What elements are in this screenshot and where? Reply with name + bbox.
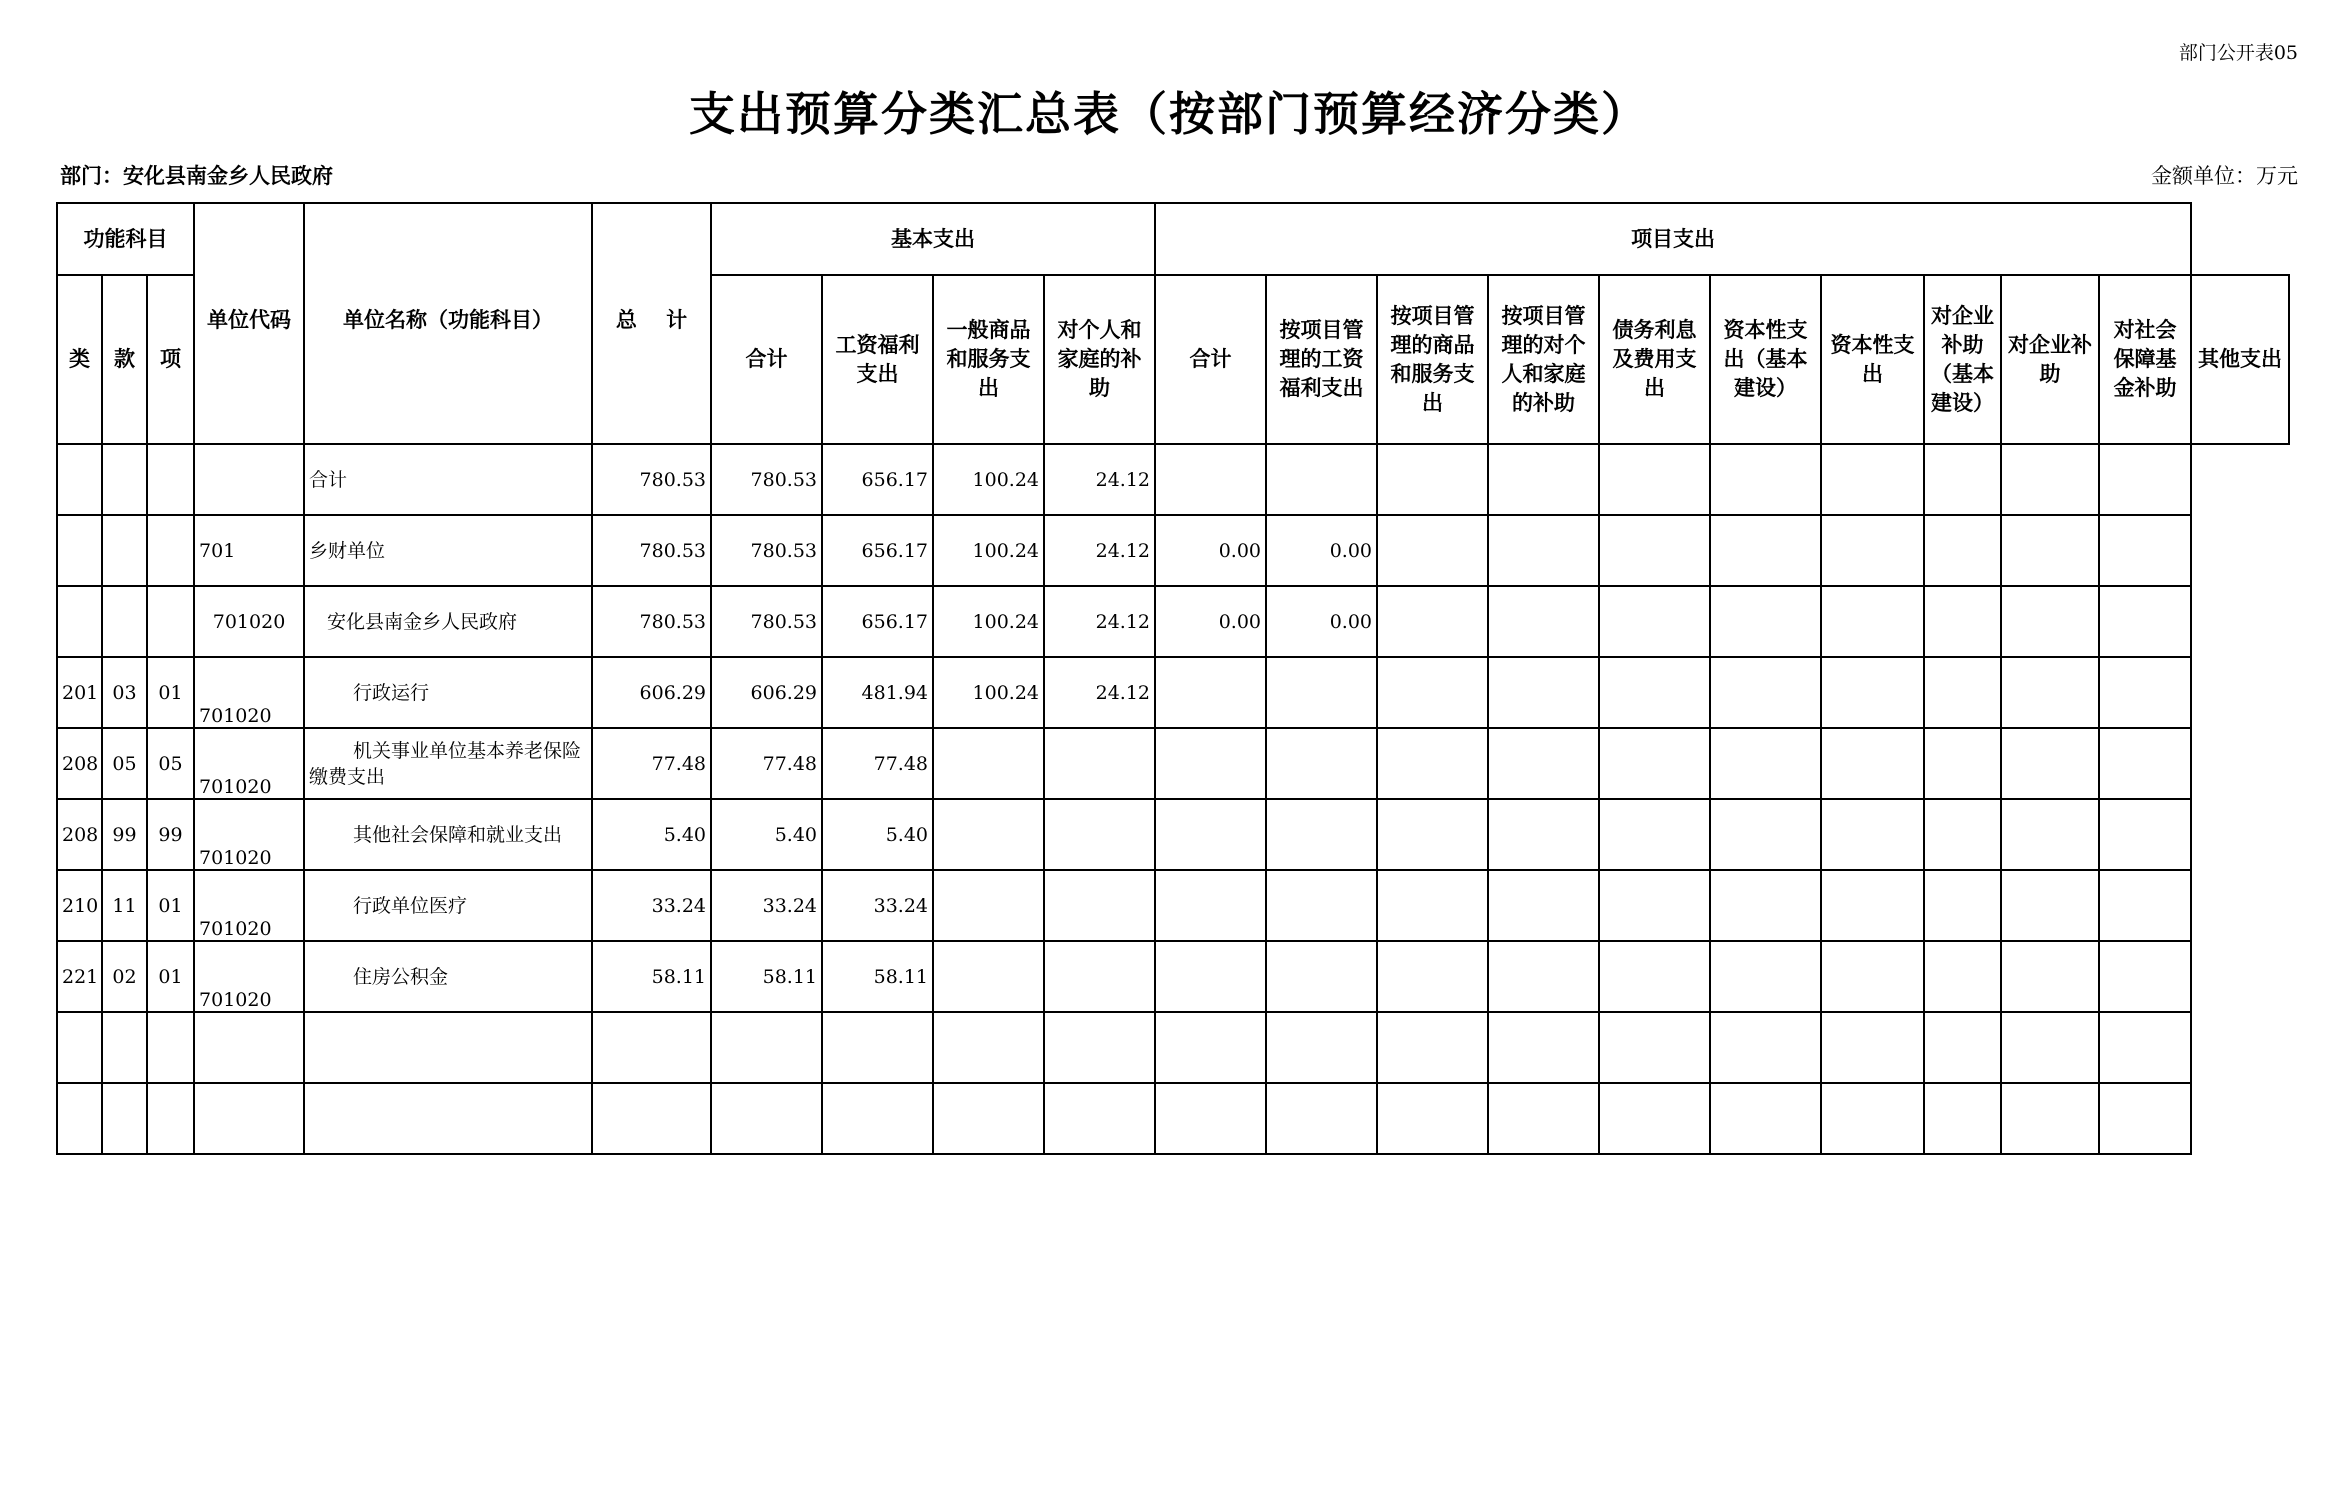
project-total-cell <box>1155 657 1266 728</box>
project-empty-cell <box>1710 799 1821 870</box>
project-empty-cell <box>2001 941 2099 1012</box>
table-row <box>57 870 2289 941</box>
unit-code-cell: 701020 <box>194 657 304 728</box>
personal-subsidy-cell: 24.12 <box>1044 586 1155 657</box>
empty-cell <box>1599 1083 1710 1154</box>
project-empty-cell <box>1821 799 1924 870</box>
project-empty-cell <box>1710 870 1821 941</box>
empty-cell <box>1924 1083 2001 1154</box>
xiang-header: 项 <box>147 275 194 444</box>
project-empty-cell <box>2099 586 2191 657</box>
project-empty-cell <box>2001 799 2099 870</box>
empty-cell <box>1599 1012 1710 1083</box>
empty-cell <box>1377 1083 1488 1154</box>
empty-cell <box>822 1012 933 1083</box>
project-col-header: 对社会保障基金补助 <box>2099 275 2191 444</box>
empty-cell <box>1924 1012 2001 1083</box>
project-empty-cell <box>1821 515 1924 586</box>
project-empty-cell <box>1821 657 1924 728</box>
project-empty-cell <box>1924 586 2001 657</box>
empty-cell <box>57 1012 102 1083</box>
project-col-header: 合计 <box>1155 275 1266 444</box>
project-empty-cell <box>1924 799 2001 870</box>
project-empty-cell <box>2099 444 2191 515</box>
project-empty-cell <box>1710 728 1821 799</box>
unit-name-cell: 乡财单位 <box>304 515 592 586</box>
project-wages-cell <box>1266 870 1377 941</box>
project-empty-cell <box>2099 799 2191 870</box>
project-empty-cell <box>1377 657 1488 728</box>
basic-col-header: 工资福利支出 <box>822 275 933 444</box>
kuan-header: 款 <box>102 275 147 444</box>
project-empty-cell <box>1488 444 1599 515</box>
project-empty-cell <box>2099 870 2191 941</box>
kuan-cell: 05 <box>102 728 147 799</box>
empty-cell <box>102 1012 147 1083</box>
wages-cell: 77.48 <box>822 728 933 799</box>
empty-cell <box>1821 1012 1924 1083</box>
project-col-header: 按项目管理的对个人和家庭的补助 <box>1488 275 1599 444</box>
wages-cell: 481.94 <box>822 657 933 728</box>
project-total-cell <box>1155 444 1266 515</box>
empty-cell <box>304 1012 592 1083</box>
project-empty-cell <box>1377 870 1488 941</box>
project-empty-cell <box>1924 444 2001 515</box>
project-wages-cell <box>1266 444 1377 515</box>
unit-name-cell: 机关事业单位基本养老保险缴费支出 <box>304 728 592 799</box>
empty-cell <box>1044 1012 1155 1083</box>
unit-name-header: 单位名称（功能科目） <box>304 203 592 444</box>
project-col-header: 按项目管理的工资福利支出 <box>1266 275 1377 444</box>
empty-cell <box>711 1012 822 1083</box>
project-empty-cell <box>2001 515 2099 586</box>
table-row <box>57 586 2289 657</box>
kuan-cell <box>102 444 147 515</box>
project-total-cell <box>1155 728 1266 799</box>
empty-cell <box>1710 1083 1821 1154</box>
empty-cell <box>933 1012 1044 1083</box>
kuan-cell <box>102 515 147 586</box>
project-wages-cell <box>1266 941 1377 1012</box>
project-empty-cell <box>1821 586 1924 657</box>
lei-header: 类 <box>57 275 102 444</box>
empty-cell <box>194 1083 304 1154</box>
project-empty-cell <box>1924 657 2001 728</box>
lei-cell: 208 <box>57 799 102 870</box>
unit-name-cell: 合计 <box>304 444 592 515</box>
total-cell: 5.40 <box>592 799 711 870</box>
basic-expenditure-header: 基本支出 <box>711 203 1155 275</box>
xiang-cell: 01 <box>147 941 194 1012</box>
project-empty-cell <box>1821 728 1924 799</box>
unit-code-cell: 701020 <box>194 728 304 799</box>
empty-cell <box>1266 1012 1377 1083</box>
project-empty-cell <box>2001 728 2099 799</box>
amount-unit-label: 金额单位：万元 <box>2151 164 2298 188</box>
xiang-cell: 99 <box>147 799 194 870</box>
project-empty-cell <box>1377 941 1488 1012</box>
lei-cell: 210 <box>57 870 102 941</box>
xiang-cell: 01 <box>147 870 194 941</box>
project-col-header: 其他支出 <box>2191 275 2289 444</box>
project-empty-cell <box>1488 657 1599 728</box>
empty-cell <box>711 1083 822 1154</box>
project-empty-cell <box>1377 586 1488 657</box>
project-expenditure-header: 项目支出 <box>1155 203 2191 275</box>
table-row <box>57 799 2289 870</box>
basic-total-cell: 5.40 <box>711 799 822 870</box>
personal-subsidy-cell: 24.12 <box>1044 444 1155 515</box>
empty-cell <box>2099 1083 2191 1154</box>
goods-services-cell <box>933 728 1044 799</box>
kuan-cell: 99 <box>102 799 147 870</box>
personal-subsidy-cell <box>1044 799 1155 870</box>
project-empty-cell <box>2001 586 2099 657</box>
project-wages-cell <box>1266 728 1377 799</box>
unit-name-cell: 其他社会保障和就业支出 <box>304 799 592 870</box>
empty-cell <box>304 1083 592 1154</box>
project-empty-cell <box>1821 941 1924 1012</box>
project-empty-cell <box>1924 941 2001 1012</box>
empty-cell <box>1488 1083 1599 1154</box>
project-empty-cell <box>1377 799 1488 870</box>
empty-cell <box>933 1083 1044 1154</box>
kuan-cell <box>102 586 147 657</box>
total-cell: 606.29 <box>592 657 711 728</box>
project-empty-cell <box>1924 728 2001 799</box>
goods-services-cell <box>933 870 1044 941</box>
empty-cell <box>592 1012 711 1083</box>
table-row <box>57 444 2289 515</box>
empty-cell <box>57 1083 102 1154</box>
project-total-cell <box>1155 941 1266 1012</box>
personal-subsidy-cell <box>1044 870 1155 941</box>
project-col-header: 对企业补助 <box>2001 275 2099 444</box>
project-empty-cell <box>2099 941 2191 1012</box>
lei-cell: 201 <box>57 657 102 728</box>
goods-services-cell: 100.24 <box>933 444 1044 515</box>
empty-cell <box>2001 1012 2099 1083</box>
project-empty-cell <box>1488 941 1599 1012</box>
personal-subsidy-cell: 24.12 <box>1044 515 1155 586</box>
project-empty-cell <box>2099 657 2191 728</box>
xiang-cell: 01 <box>147 657 194 728</box>
total-cell: 780.53 <box>592 444 711 515</box>
table-body <box>57 444 2289 1154</box>
project-empty-cell <box>1599 728 1710 799</box>
project-empty-cell <box>1599 586 1710 657</box>
xiang-cell <box>147 586 194 657</box>
personal-subsidy-cell <box>1044 941 1155 1012</box>
basic-total-cell: 780.53 <box>711 515 822 586</box>
empty-row <box>57 1012 2289 1083</box>
project-empty-cell <box>2001 657 2099 728</box>
wages-cell: 656.17 <box>822 515 933 586</box>
table-row <box>57 728 2289 799</box>
project-wages-cell <box>1266 799 1377 870</box>
xiang-cell <box>147 515 194 586</box>
project-total-cell: 0.00 <box>1155 515 1266 586</box>
total-cell: 780.53 <box>592 586 711 657</box>
empty-cell <box>1488 1012 1599 1083</box>
project-empty-cell <box>1377 515 1488 586</box>
total-cell: 77.48 <box>592 728 711 799</box>
project-total-cell <box>1155 799 1266 870</box>
basic-total-cell: 606.29 <box>711 657 822 728</box>
empty-cell <box>194 1012 304 1083</box>
total-header: 总 计 <box>592 203 711 444</box>
func-subject-header: 功能科目 <box>57 203 194 275</box>
goods-services-cell: 100.24 <box>933 657 1044 728</box>
page-title: 支出预算分类汇总表（按部门预算经济分类） <box>689 87 1649 141</box>
goods-services-cell: 100.24 <box>933 586 1044 657</box>
empty-cell <box>1155 1083 1266 1154</box>
empty-cell <box>2099 1012 2191 1083</box>
project-empty-cell <box>1821 870 1924 941</box>
kuan-cell: 03 <box>102 657 147 728</box>
lei-cell: 221 <box>57 941 102 1012</box>
goods-services-cell: 100.24 <box>933 515 1044 586</box>
wages-cell: 656.17 <box>822 444 933 515</box>
project-col-header: 按项目管理的商品和服务支出 <box>1377 275 1488 444</box>
wages-cell: 5.40 <box>822 799 933 870</box>
project-empty-cell <box>1821 444 1924 515</box>
xiang-cell <box>147 444 194 515</box>
project-col-header: 资本性支出 <box>1821 275 1924 444</box>
unit-name-cell: 行政单位医疗 <box>304 870 592 941</box>
empty-cell <box>592 1083 711 1154</box>
project-empty-cell <box>1599 657 1710 728</box>
project-empty-cell <box>1710 941 1821 1012</box>
unit-name-cell: 住房公积金 <box>304 941 592 1012</box>
project-total-cell <box>1155 870 1266 941</box>
wages-cell: 656.17 <box>822 586 933 657</box>
project-empty-cell <box>1710 586 1821 657</box>
kuan-cell: 02 <box>102 941 147 1012</box>
goods-services-cell <box>933 799 1044 870</box>
unit-code-cell <box>194 444 304 515</box>
project-empty-cell <box>1710 515 1821 586</box>
project-col-header: 资本性支出（基本建设） <box>1710 275 1821 444</box>
empty-cell <box>2001 1083 2099 1154</box>
basic-col-header: 对个人和家庭的补助 <box>1044 275 1155 444</box>
personal-subsidy-cell <box>1044 728 1155 799</box>
goods-services-cell <box>933 941 1044 1012</box>
empty-cell <box>1821 1083 1924 1154</box>
project-empty-cell <box>1488 586 1599 657</box>
table-row <box>57 657 2289 728</box>
project-empty-cell <box>1599 515 1710 586</box>
budget-table <box>56 202 2290 1155</box>
unit-code-cell: 701020 <box>194 799 304 870</box>
empty-cell <box>1710 1012 1821 1083</box>
project-empty-cell <box>2001 444 2099 515</box>
project-empty-cell <box>2001 870 2099 941</box>
project-empty-cell <box>2099 728 2191 799</box>
personal-subsidy-cell: 24.12 <box>1044 657 1155 728</box>
basic-col-header: 一般商品和服务支出 <box>933 275 1044 444</box>
empty-cell <box>1044 1083 1155 1154</box>
basic-total-cell: 780.53 <box>711 586 822 657</box>
basic-total-cell: 77.48 <box>711 728 822 799</box>
total-cell: 33.24 <box>592 870 711 941</box>
project-col-header: 债务利息及费用支出 <box>1599 275 1710 444</box>
empty-cell <box>822 1083 933 1154</box>
department-label: 部门：安化县南金乡人民政府 <box>60 164 333 188</box>
project-wages-cell <box>1266 657 1377 728</box>
project-empty-cell <box>1924 515 2001 586</box>
form-code: 部门公开表05 <box>2178 42 2298 64</box>
xiang-cell: 05 <box>147 728 194 799</box>
basic-total-cell: 780.53 <box>711 444 822 515</box>
empty-cell <box>147 1012 194 1083</box>
project-empty-cell <box>1377 444 1488 515</box>
empty-cell <box>1266 1083 1377 1154</box>
empty-cell <box>1155 1012 1266 1083</box>
lei-cell <box>57 444 102 515</box>
table-row <box>57 515 2289 586</box>
unit-code-header: 单位代码 <box>194 203 304 444</box>
project-empty-cell <box>1599 799 1710 870</box>
project-col-header: 对企业补助（基本建设） <box>1924 275 2001 444</box>
project-empty-cell <box>1599 444 1710 515</box>
total-cell: 58.11 <box>592 941 711 1012</box>
project-empty-cell <box>1488 870 1599 941</box>
unit-name-cell: 行政运行 <box>304 657 592 728</box>
unit-name-cell: 安化县南金乡人民政府 <box>304 586 592 657</box>
lei-cell <box>57 515 102 586</box>
basic-total-cell: 33.24 <box>711 870 822 941</box>
empty-cell <box>147 1083 194 1154</box>
empty-cell <box>1377 1012 1488 1083</box>
empty-row <box>57 1083 2289 1154</box>
unit-code-cell: 701020 <box>194 586 304 657</box>
wages-cell: 33.24 <box>822 870 933 941</box>
kuan-cell: 11 <box>102 870 147 941</box>
project-empty-cell <box>1710 444 1821 515</box>
project-empty-cell <box>1599 941 1710 1012</box>
lei-cell <box>57 586 102 657</box>
unit-code-cell: 701020 <box>194 941 304 1012</box>
project-empty-cell <box>1710 657 1821 728</box>
unit-code-cell: 701020 <box>194 870 304 941</box>
project-empty-cell <box>2099 515 2191 586</box>
unit-code-cell: 701 <box>194 515 304 586</box>
lei-cell: 208 <box>57 728 102 799</box>
project-empty-cell <box>1599 870 1710 941</box>
wages-cell: 58.11 <box>822 941 933 1012</box>
table-header <box>57 203 2289 444</box>
project-empty-cell <box>1377 728 1488 799</box>
basic-total-cell: 58.11 <box>711 941 822 1012</box>
project-total-cell: 0.00 <box>1155 586 1266 657</box>
project-empty-cell <box>1488 515 1599 586</box>
basic-col-header: 合计 <box>711 275 822 444</box>
project-wages-cell: 0.00 <box>1266 515 1377 586</box>
project-empty-cell <box>1924 870 2001 941</box>
project-wages-cell: 0.00 <box>1266 586 1377 657</box>
table-row <box>57 941 2289 1012</box>
project-empty-cell <box>1488 799 1599 870</box>
total-cell: 780.53 <box>592 515 711 586</box>
project-empty-cell <box>1488 728 1599 799</box>
empty-cell <box>102 1083 147 1154</box>
